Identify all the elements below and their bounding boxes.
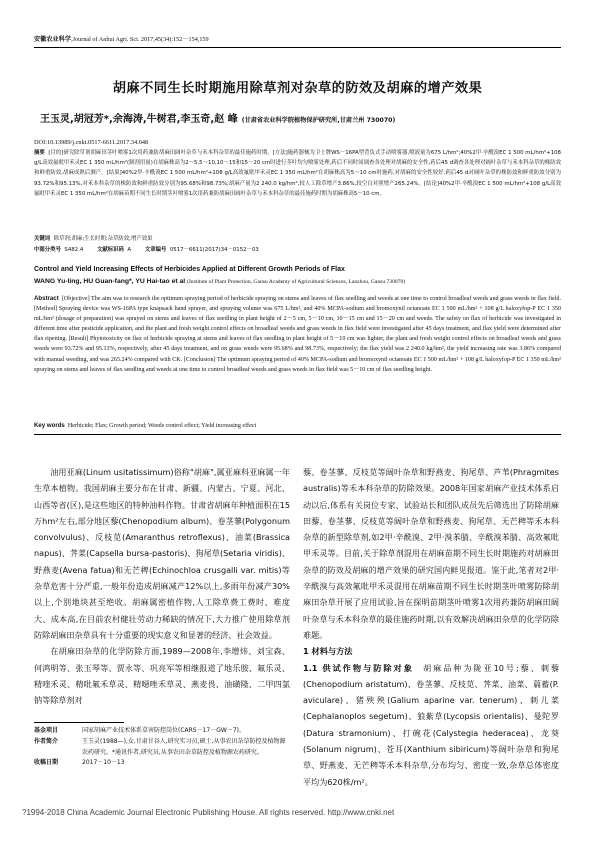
authors: 王玉灵,胡冠芳*,余海涛,牛树君,李玉奇,赵 峰 [40, 114, 238, 125]
clc-value: S482.4 [64, 247, 84, 253]
footnote-value: 国家胡麻产业技术体系草害防控岗位(CARS－17－GW－7)。 [82, 727, 245, 734]
english-abstract-text: [Objective] The aim was to research the optimum spraying period of herbicide spraying on stems and leaves of flax seedling and weeds at one time to control broadleaf weeds and grass weeds in flax field. [Method] Spraying device was WS-16PA type knapsack hand sprayer, and spraying volume was 675 L/hm², and 40% MCPA-sodium and bromoxynil octanoate EC 1 500 mL/hm² + 108 g/L haloxyfop-P EC 1 350 mL/hm² (dosage of preparation) was sprayed on stems and leaves of flax seedling in plant height of 2－5 cm, 5－10 cm, 10－15 cm and 15－20 cm and weeds. The safety on flax of herbicide was investigated in different time after pesticide application, and the plant and fresh weight control effects on broadleaf weeds and grass weeds in flax field were investigated after 45 days treatment, and flax yield were determined after flax ripening. [Result] Phytotoxicity on flax of herbicide spraying at stems and leaves of flax seedling in plant height of 5－10 cm was lighter, the plant and fresh weight control effects on broadleaf weeds and grass weeds were 93.72% and 95.13%, respectively, after 45 days treatment, and on grass weeds were 95.68% and 98.73%, respectively; the flax yield was 2 240.0 kg/hm², the yield increasing rate was 3.86% compared with manual weeding, and was 265.24% compared with CK. [Conclusion] The optimum spraying period of 40% MCPA-sodium and bromoxynil octanoate EC 1 500 mL/hm² + 108 g/L haloxyfop-P EC 1 350 mL/hm² spraying on stems and leaves of flax seedling and weeds at one time to control broadleaf weeds and grass weeds in flax field was 5－10 cm of flax seedling height. [34, 296, 561, 373]
subsection-paragraph [303, 660, 559, 790]
body-text: 胡麻品种为陇亚10号;藜、刺藜(Chenopodium aristatum)、卷茎蓼、反枝苋、荠菜、油菜、萹蓄(P. aviculare)、猪殃殃(Galium aparine var. tenerum)、刺儿菜(Cephalanoplos segetum)、狼紫草(Lycopsis orientalis)、曼陀罗(Datura stramonium)、打碗花(Calystegia hederacea)、龙葵(Solanum nigrum)、苍耳(Xanthium sibiricum)等阔叶杂草和狗尾草、野燕麦、无芒稗等禾本科杂草,分布均匀、密度一致,杂草总体密度平均为620株/m²。 [303, 662, 559, 787]
section-heading: 1 材料与方法 [303, 646, 353, 657]
body-column-left [34, 464, 290, 708]
footnote-author-bio [34, 737, 290, 759]
keywords-text: 除草剂;胡麻;生长时期;杂草防效;增产效果 [53, 236, 153, 242]
footnote-received-date [34, 758, 290, 769]
english-abstract [34, 294, 561, 375]
abstract-label: 摘要 [34, 150, 45, 156]
abstract-rule [34, 434, 561, 435]
footnote-funding [34, 726, 290, 737]
footnote-label: 基金项目 [34, 727, 59, 734]
journal-name: 安徽农业科学 [34, 36, 72, 43]
clc-label: 中图分类号 [34, 247, 61, 253]
english-keywords [34, 422, 561, 429]
footnote-label: 作者简介 [34, 737, 59, 745]
journal-citation: ,Journal of Anhui Agri. Sci. 2017,45(34):152－154,159 [71, 36, 209, 43]
affiliation: (甘肃省农业科学院植物保护研究所,甘肃兰州 730070) [241, 117, 396, 124]
body-paragraph: 在胡麻田杂草的化学防除方面,1989—2008年,李增炜、刘宝森、何鸿明等、张玉琴等、贾永等、巩亮军等相继报道了地乐胺、氟乐灵、精喹禾灵、精吡氟禾草灵、精噁唑禾草灵、燕麦畏、油磺隆、二甲四氯钠等除草剂对 [34, 646, 290, 706]
article-number-value: 0517－6611(2017)34－0152－03 [169, 247, 259, 253]
body-paragraph: 藜、卷茎蓼、反枝苋等阔叶杂草和野燕麦、狗尾草、芦苇(Phragmites australis)等禾本科杂草的防除效果。2008年国家胡麻产业技术体系启动以后,体系有关岗位专家、试验站长和团队成员先后筛选出了防除胡麻田藜、卷茎蓼、反枝苋等阔叶杂草和野燕麦、狗尾草、无芒稗等禾本科杂草的新型除草剂,如2甲·辛酰溴、2甲·溴苯腈、辛酰溴苯腈、高效氟吡甲禾灵等。目前,关于除草剂混用在胡麻苗期不同生长时期施药对胡麻田杂草的防效及胡麻的增产效果的研究国内鲜见报道。鉴于此,笔者对2甲·辛酰溴与高效氟吡甲禾灵混用在胡麻苗期不同生长时期茎叶喷雾防除胡麻田杂草开展了应用试验,旨在探明苗期茎叶喷雾1次用药兼防胡麻田阔叶杂草与禾本科杂草的最佳施药时期,以有效解决胡麻田杂草的化学防除难题。 [303, 467, 559, 640]
english-author-line [34, 278, 561, 285]
english-title: Control and Yield Increasing Effects of Herbicides Applied at Different Growth Periods of Flax [34, 266, 345, 273]
footnote-value: 王玉灵(1988—),女,甘肃甘谷人,研究实习员,硕士,从事农田杂草防控及植物源农药研究。*通讯作者,研究员,从事农田杂草防控及植物源农药研究。 [82, 737, 286, 756]
code-value: A [127, 247, 132, 253]
classification-line [34, 245, 259, 253]
abstract-text: [目的]研究除草剂胡麻田茎叶喷雾1次用药兼防胡麻田阔叶杂草与禾本科杂草的最佳施药时期。[方法]施药器械为卫士牌WS－16PA型背负式手动喷雾器,喷液量为675 L/hm²;40%2甲·辛酰溴EC 1 500 mL/hm²+108 g/L高效氟吡甲禾灵EC 1 350 mL/hm²(制剂用量)在胡麻株高为2～5,5～10,10～15和15～20 cm时进行茎叶均匀喷雾处理,药后不同时间调查各处理对胡麻的安全性,药后45 d调查各处理对阔叶杂草与禾本科杂草的株防效和鲜重防效,胡麻成熟后测产。[结果]40%2甲·辛酰溴EC 1 500 mL/hm²+108 g/L高效氟吡甲禾灵EC 1 350 mL/hm²在胡麻株高为5～10 cm时施药,对胡麻的安全性较好,药后45 d对阔叶杂草的株防效和鲜重防效分别为93.72%和95.13%,对禾本科杂草的株防效和鲜重防效分别为95.68%和98.73%;胡麻产量为2 240.0 kg/hm²,较人工除草增产3.86%,较空白对照增产265.24%。[结论]40%2甲·辛酰溴EC 1 500 mL/hm²+108 g/L高效氟吡甲禾灵EC 1 350 mL/hm²在胡麻苗期不同生长时期茎叶喷雾1次用药兼防胡麻田阔叶杂草与禾本科杂草的最佳施药时期为胡麻株高5～10 cm。 [34, 150, 561, 197]
doi: DOI:10.13989/j.cnki.0517-6611.2017.34.048 [34, 139, 149, 146]
subsection-heading: 1.1 供试作物与防除对象 [303, 662, 414, 673]
header-rule [34, 47, 561, 48]
author-line [40, 110, 560, 125]
article-number-label: 文章编号 [144, 247, 167, 253]
body-column-right [303, 464, 559, 790]
footnote-label: 收稿日期 [34, 759, 59, 767]
chinese-abstract [34, 148, 561, 199]
chinese-keywords [34, 234, 153, 242]
english-keywords-label: Key words [34, 422, 65, 429]
footnotes [34, 726, 290, 769]
copyright-footer: ?1994-2018 China Academic Journal Electronic Publishing House. All rights reserved. http://www.cnki.net [22, 808, 395, 817]
paper-title: 胡麻不同生长时期施用除草剂对杂草的防效及胡麻的增产效果 [112, 81, 483, 96]
footnote-rule [34, 722, 124, 723]
english-institute: (Institute of Plant Protection, Gansu Academy of Agricultural Sciences, Lanzhou, Gansu 730070) [187, 279, 406, 285]
keywords-label: 关键词 [34, 236, 51, 242]
body-paragraph: 油用亚麻(Linum usitatissimum)俗称"胡麻",属亚麻科亚麻属一年生草本植物。我国胡麻主要分布在甘肃、新疆、内蒙古、宁夏、河北、山西等省(区),是这些地区的特种油料作物。甘肃省胡麻年种植面积在15万hm²左右,部分地区藜(Chenopodium album)、卷茎蓼(Polygonum convolvulus)、反枝苋(Amaranthus retroflexus)、油菜(Brassica napus)、荠菜(Capsella bursa-pastoris)、狗尾草(Setaria viridis)、野燕麦(Avena fatua)和无芒稗(Echinochloa crusgalli var. mitis)等杂草危害十分严重,一般年份造成胡麻减产12%以上,多雨年份减产30%以上,个别地块甚至绝收。胡麻属密植作物,人工除草费工费时、难度大、成本高,在目前农村健壮劳动力稀缺的情况下,大力推广使用除草剂防除胡麻田杂草具有十分重要的现实意义和显著的经济、社会效益。 [34, 467, 290, 640]
english-abstract-label: Abstract [34, 295, 59, 302]
code-label: 文献标识码 [96, 247, 124, 253]
running-header [34, 34, 209, 43]
footnote-value: 2017－10－13 [82, 759, 125, 767]
english-authors: WANG Yu-ling, HU Guan-fang*, YU Hai-tao et al [34, 278, 186, 285]
english-keywords-text: Herbicide; Flax; Growth period; Weeds control effect; Yield increasing effect [67, 423, 257, 429]
